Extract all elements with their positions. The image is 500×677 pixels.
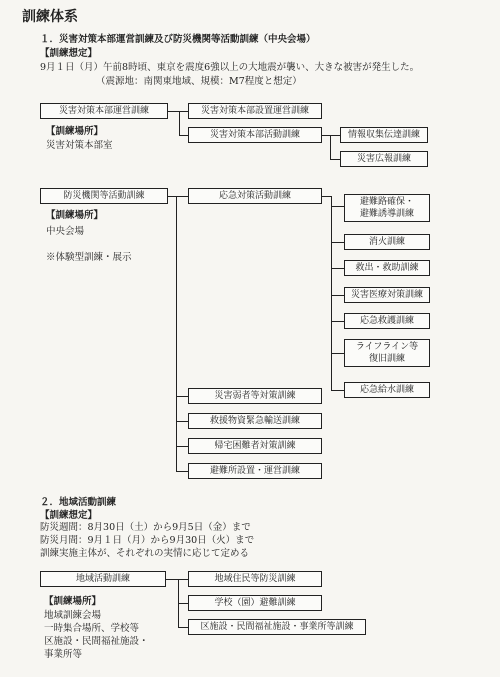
evacuation-route-line1: 避難路確保・	[359, 197, 414, 207]
section2-place-1: 地域訓練会場	[44, 610, 102, 621]
section2-heading: ２．地域活動訓練	[40, 497, 117, 508]
first-aid-training-box: 応急救護訓練	[344, 313, 430, 329]
water-supply-training-box: 応急給水訓練	[344, 382, 430, 398]
section1-assume-label: 【訓練想定】	[40, 48, 98, 59]
section2-place-4: 事業所等	[44, 649, 83, 660]
section2-place-2: 一時集合場所、学校等	[44, 623, 140, 634]
disaster-medical-training-box: 災害医療対策訓練	[344, 287, 430, 303]
section1-assume-line2: （震源地：南関東地域、規模：M7程度と想定）	[96, 76, 302, 87]
emergency-response-training-box: 応急対策活動訓練	[188, 188, 322, 204]
evacuation-route-line2: 避難誘導訓練	[359, 209, 414, 219]
school-evacuation-drill-box: 学校（園）避難訓練	[188, 595, 322, 611]
agency-place: 中央会場	[46, 226, 85, 237]
vulnerable-people-training-box: 災害弱者等対策訓練	[188, 388, 322, 404]
hq-setup-training-box: 災害対策本部設置運営訓練	[188, 103, 322, 119]
section2-assume-label: 【訓練想定】	[40, 510, 98, 521]
shelter-operation-training-box: 避難所設置・運営訓練	[188, 463, 322, 479]
section2-place-3: 区施設・民間福祉施設・	[44, 636, 149, 647]
rescue-training-box: 救出・救助訓練	[344, 260, 430, 276]
relief-transport-training-box: 救援物資緊急輸送訓練	[188, 413, 322, 429]
agency-place-label: 【訓練場所】	[46, 210, 104, 221]
hq-operation-training-box: 災害対策本部運営訓練	[40, 103, 168, 119]
hq-place-label: 【訓練場所】	[46, 126, 104, 137]
section1-heading: １．災害対策本部運営訓練及び防災機関等活動訓練（中央会場）	[40, 34, 316, 45]
section1-assume-line1: 9月１日（月）午前8時頃、東京を震度6強以上の大地震が襲い、大きな被害が発生した。	[40, 62, 420, 73]
section2-place-label: 【訓練場所】	[44, 596, 102, 607]
agency-note: ※体験型訓練・展示	[46, 252, 132, 263]
disaster-pr-training-box: 災害広報訓練	[340, 151, 428, 167]
facility-drill-box: 区施設・民間福祉施設・事業所等訓練	[188, 619, 366, 635]
section2-line3: 訓練実施主体が、それぞれの実情に応じて定める	[40, 548, 250, 559]
resident-drill-box: 地域住民等防災訓練	[188, 571, 322, 587]
evacuation-route-training-box	[344, 194, 430, 222]
community-activity-training-box: 地域活動訓練	[40, 571, 166, 587]
info-transmission-training-box: 情報収集伝達訓練	[340, 127, 428, 143]
lifeline-line1: ライフライン等	[355, 342, 419, 352]
lifeline-restoration-training-box	[344, 339, 430, 367]
section2-line2: 防災月間：9月１日（月）から9月30日（火）まで	[40, 535, 255, 546]
agency-activity-training-box: 防災機関等活動訓練	[40, 188, 168, 204]
stranded-commuter-training-box: 帰宅困難者対策訓練	[188, 438, 322, 454]
lifeline-line2: 復旧訓練	[368, 354, 405, 364]
hq-place: 災害対策本部室	[46, 140, 113, 151]
page-title: 訓練体系	[22, 9, 78, 25]
section2-line1: 防災週間：8月30日（土）から9月5日（金）まで	[40, 522, 251, 533]
firefighting-training-box: 消火訓練	[344, 234, 430, 250]
hq-activity-training-box: 災害対策本部活動訓練	[188, 127, 322, 143]
